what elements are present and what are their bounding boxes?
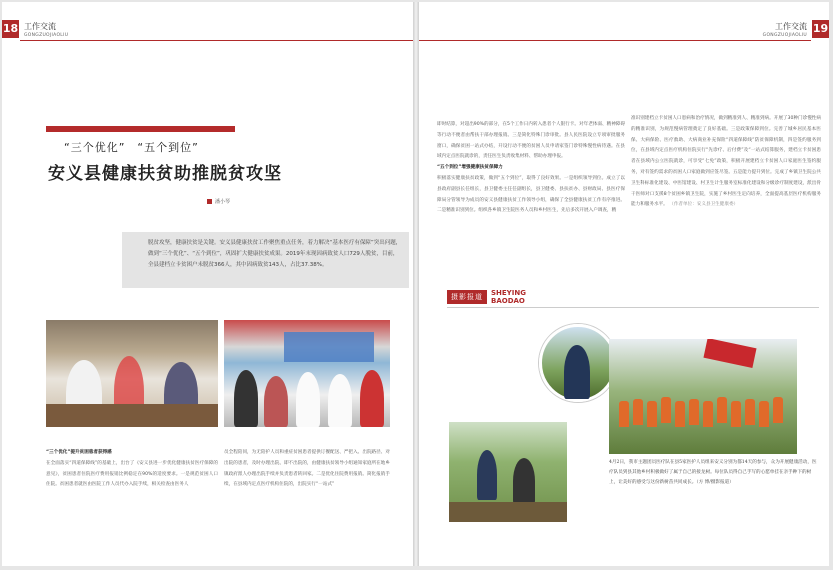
page-number: 18 [2, 20, 19, 38]
section-label: 摄影报道 [447, 290, 487, 304]
volunteer-figure [759, 401, 769, 427]
volunteer-figure [717, 397, 727, 423]
section-label-en [491, 289, 526, 305]
body-paragraph: 在全面落实“四道保障线”的基础上，出台了《安义县进一步优化健康扶贫医疗保障的意见》，贫困患者住院医疗费用报销比例稳定在90%的适度要求。一是规范贫困人口住院。贫困患者就医由医院工作人员代办入院手续，相关检查由医务人 [46, 460, 218, 488]
section-heading: “三个优化”提升贫困患者获得感 [46, 450, 112, 455]
photo-medical-consultation [46, 320, 218, 427]
title-accent-bar [46, 126, 235, 132]
body-paragraph: 准识别建档立卡贫困人口患病和治疗情况，做到精准到人、精准到病。开展了30种门诊慢性病的精准识别，为规范慢病管理奠定了良好基础。三是政策保障到位。完善了城乡居民基本医保、大病保险、医疗救助、大病商业补充保险“四道保障线”防贫保障机制，四是签约服务到位，在县域内定点医疗机构住院实行“先诊疗、后付费”及“一站式结算服务，建档立卡贫困患者在县域内公立医院就诊，可享受“七免”政策，积极开展建档立卡贫困人口家庭医生签约服务，对有签约需求的贫困人口家庭做到应签尽签。五是能力提升到位。完成了乡镇卫生院公共卫生科标准化建设、中医馆建设、村卫生计生服务室标准化建设和分级诊疗制度建设，派出骨干医师对口支援8个贫困乡镇卫生院，实施了乡村医生定向培养，全面提高基层医疗机构服务能力和服务水平。 [631, 116, 821, 208]
volunteer-figure [477, 450, 497, 500]
desk [46, 404, 218, 427]
byline-marker-icon [207, 199, 212, 204]
header-title: 工作交流 [775, 22, 807, 31]
left-page [2, 2, 413, 566]
volunteer-figure [773, 397, 783, 423]
author-affiliation: （作者单位：安义县卫生健康委） [669, 202, 739, 208]
page-number: 19 [812, 20, 829, 38]
body-paragraph: 积极落实健康扶贫政策，做到“五个到位”，取得了良好效果。一是组织领导到位。成立了以县政府副县长任组长，县卫健委主任任副组长，县卫健委、县扶贫办、县财政局、县医疗保障局分管领导为成员的安义县健康扶贫工作领导小组，确保了全县健康扶贫工作有序推进。二是精准识别到位。组织各乡镇卫生院医务人员和乡村医生，先后多次开展入户调查，精 [437, 175, 625, 214]
header-title: 工作交流 [24, 22, 56, 31]
author-name: 潘小琴 [215, 199, 231, 205]
crowd-figure [360, 370, 384, 427]
volunteer-figure [633, 399, 643, 425]
photo-caption: 4月2日，我市主题团员医疗队在县5家医护人员组来安义分别为都14天的参与，众为开展健康活动，医疗队员到县其他乡村积极做好了属于自己的接龙树。每位队员得自己手写的心愿单挂在亲手种下的树上，让美好的感受与这份新树苗共同成长。（方 博/摄影报道） [609, 460, 817, 485]
volunteer-figure [564, 345, 590, 399]
header-rule [419, 40, 811, 41]
crowd-figure [234, 370, 258, 427]
photo-tree-planting [449, 422, 567, 522]
running-header [763, 22, 807, 40]
photo-volunteer-portrait [539, 324, 617, 402]
volunteer-figure [513, 458, 535, 504]
article-title: 安义县健康扶贫助推脱贫攻坚 [48, 164, 282, 184]
volunteer-figure [675, 401, 685, 427]
body-column-4 [631, 114, 821, 211]
body-column-3 [437, 120, 625, 217]
volunteer-figure [647, 401, 657, 427]
author-byline [207, 198, 230, 205]
body-column-1 [46, 448, 218, 491]
crowd-figure [264, 376, 288, 427]
photo-group-volunteers [609, 339, 797, 454]
header-pinyin: GONGZUOJIAOLIU [24, 33, 69, 38]
soil [449, 502, 567, 522]
right-page [419, 2, 829, 566]
body-paragraph: 即时结算，对超出90%的部分，在5个工作日内转入患者个人银行卡。对年老体弱、精神障碍等行动不便者由帮扶干部办理报销。三是简化特殊门诊审批。县人民医院设立专项审批服务窗口，确保贫困一站式办结，开设行动不便的贫困人员申请家签门诊特殊慢性病待遇。在县域内定点医院就诊的，责任医生负责收集材料、帮助办理申报。 [437, 122, 625, 160]
volunteer-figure [703, 401, 713, 427]
body-column-2: 员全程陪同，为无陪护人员和重症贫困患者提供订餐配送、严把入、出院路径、对出院的患者，及时办理出院、即不出院的，由健康扶贫领导小组通知家庭所在地乡镇政府派人办理出院手续并负责患者转回家。二是优化住院费用报销。简化报销手续，在县域内定点医疗机构住院的，出院实行“一站式” [224, 450, 390, 488]
article-subtitle: “三个优化” “五个到位” [64, 141, 199, 154]
volunteer-figure [745, 399, 755, 425]
header-rule [20, 40, 413, 41]
event-banner [284, 332, 374, 362]
volunteer-figure [731, 401, 741, 427]
photo-health-campaign [224, 320, 390, 427]
section-heading: “五个到位”增强健康扶贫保障力 [437, 165, 503, 171]
article-abstract: 脱贫攻坚，健康扶贫是关键。安义县健康扶贫工作聚焦重点任务，着力解决“基本医疗有保障”突出问题，做到“三个优化”、“五个到位”，巩固扩大健康扶贫成果。2019年末现因病致贫人口729人脱贫，目前，全县建档立卡贫困户未脱贫366人，其中因病致贫143人，占比37.38%。 [122, 232, 409, 288]
nurse-figure [296, 372, 320, 427]
nurse-figure [328, 374, 352, 427]
running-header [24, 22, 68, 40]
header-pinyin: GONGZUOJIAOLIU [762, 33, 807, 38]
section-label-en-line2: BAODAO [491, 297, 525, 305]
section-rule [447, 307, 819, 308]
volunteer-figure [619, 401, 629, 427]
photo-report-tag [447, 289, 526, 305]
red-flag [703, 339, 756, 368]
volunteer-figure [661, 397, 671, 423]
section-label-en-line1: SHEYING [491, 289, 526, 297]
volunteer-figure [689, 399, 699, 425]
